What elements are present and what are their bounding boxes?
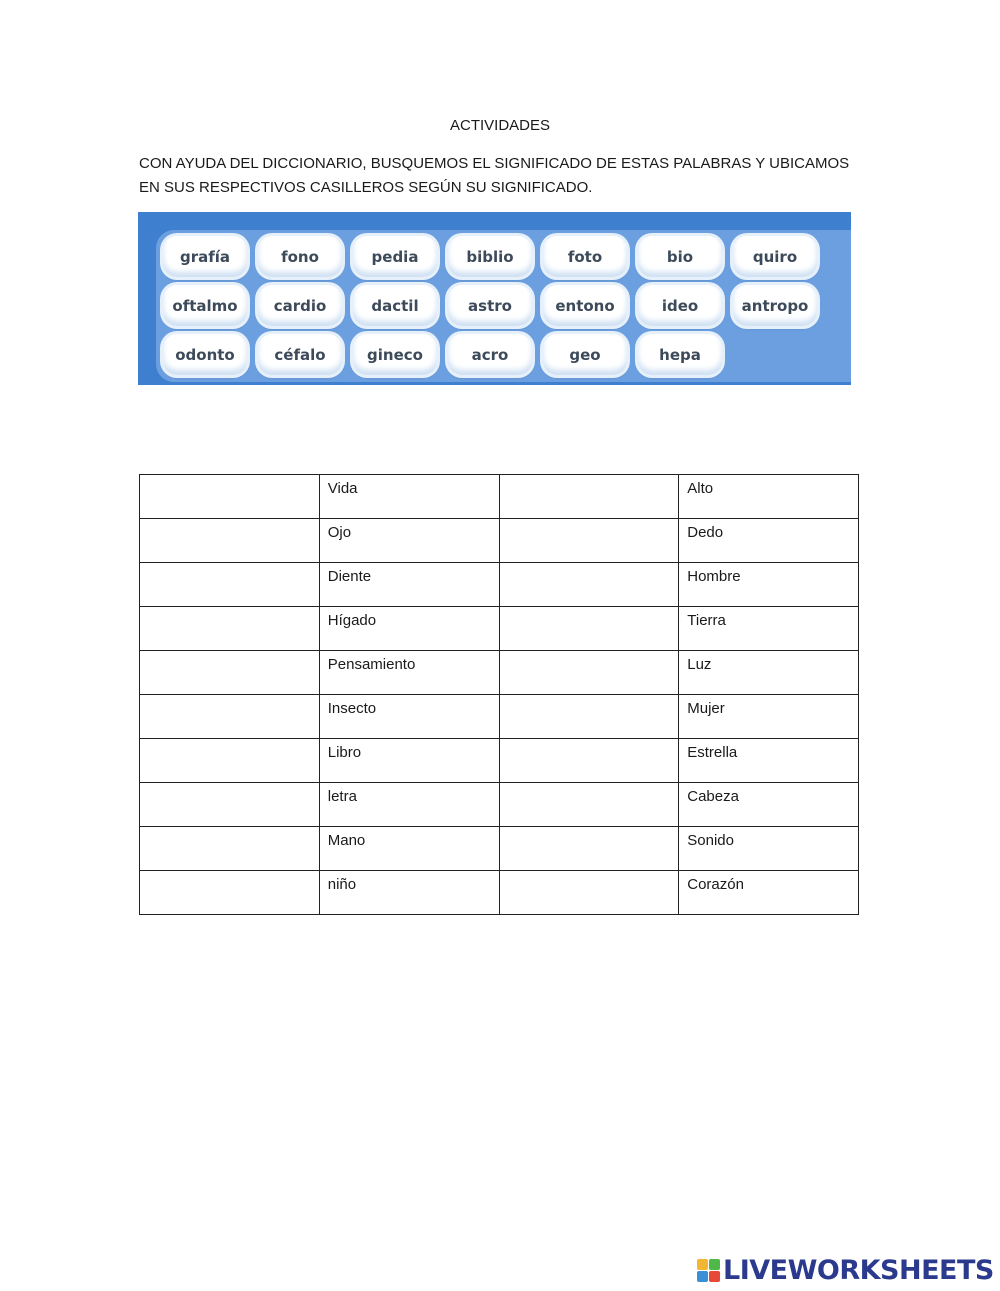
answer-cell-right[interactable] [499,827,679,871]
word-tile[interactable]: bio [638,236,722,277]
logo-text: LIVEWORKSHEETS [723,1254,994,1286]
answer-cell-left[interactable] [140,651,320,695]
answer-cell-left[interactable] [140,695,320,739]
answer-cell-right[interactable] [499,651,679,695]
answer-cell-right[interactable] [499,475,679,519]
answer-cell-right[interactable] [499,695,679,739]
word-tile[interactable]: hepa [638,334,722,375]
meaning-cell-left: Mano [319,827,499,871]
word-tile[interactable]: fono [258,236,342,277]
word-bank-grid [163,236,817,375]
answer-cell-right[interactable] [499,871,679,915]
word-tile[interactable]: céfalo [258,334,342,375]
meaning-cell-left: Insecto [319,695,499,739]
meaning-cell-right: Dedo [679,519,859,563]
word-tile[interactable]: biblio [448,236,532,277]
word-tile[interactable]: entono [543,285,627,326]
meaning-cell-right: Mujer [679,695,859,739]
table-row [140,827,859,871]
table-row [140,651,859,695]
word-tile[interactable]: pedia [353,236,437,277]
word-tile[interactable]: grafía [163,236,247,277]
meaning-cell-left: Vida [319,475,499,519]
table-row [140,783,859,827]
meaning-cell-left: Hígado [319,607,499,651]
meaning-cell-left: letra [319,783,499,827]
meaning-cell-right: Tierra [679,607,859,651]
word-tile[interactable]: odonto [163,334,247,375]
meaning-cell-left: Diente [319,563,499,607]
logo-square [697,1259,708,1270]
answer-cell-right[interactable] [499,519,679,563]
answer-cell-right[interactable] [499,739,679,783]
logo-mark-icon [697,1259,720,1282]
meaning-cell-right: Alto [679,475,859,519]
answer-cell-left[interactable] [140,607,320,651]
word-tile[interactable]: astro [448,285,532,326]
meaning-cell-right: Cabeza [679,783,859,827]
meaning-cell-right: Estrella [679,739,859,783]
instructions-text: CON AYUDA DEL DICCIONARIO, BUSQUEMOS EL SIGNIFICADO DE ESTAS PALABRAS Y UBICAMOS EN SUS RESPECTIVOS CASILLEROS SEGÚN SU SIGNIFICADO. [139,155,850,196]
table-row [140,607,859,651]
word-tile[interactable]: dactil [353,285,437,326]
word-tile[interactable]: cardio [258,285,342,326]
answer-table [139,474,859,915]
table-row [140,519,859,563]
liveworksheets-logo [697,1253,994,1287]
word-tile[interactable]: gineco [353,334,437,375]
answer-cell-left[interactable] [140,475,320,519]
word-tile[interactable]: quiro [733,236,817,277]
logo-square [697,1271,708,1282]
answer-cell-right[interactable] [499,783,679,827]
meaning-cell-left: Libro [319,739,499,783]
word-tile[interactable]: ideo [638,285,722,326]
answer-cell-left[interactable] [140,563,320,607]
answer-cell-right[interactable] [499,607,679,651]
page-title: ACTIVIDADES [449,117,551,134]
answer-cell-left[interactable] [140,739,320,783]
word-tile[interactable]: acro [448,334,532,375]
meaning-cell-right: Corazón [679,871,859,915]
table-row [140,871,859,915]
meaning-cell-right: Sonido [679,827,859,871]
table-row [140,695,859,739]
word-tile[interactable]: geo [543,334,627,375]
meaning-cell-right: Luz [679,651,859,695]
logo-square [709,1259,720,1270]
table-row [140,563,859,607]
table-row [140,739,859,783]
meaning-cell-left: Pensamiento [319,651,499,695]
answer-cell-left[interactable] [140,871,320,915]
answer-cell-left[interactable] [140,783,320,827]
answer-cell-right[interactable] [499,563,679,607]
word-tile[interactable]: oftalmo [163,285,247,326]
table-row [140,475,859,519]
word-tile[interactable]: antropo [733,285,817,326]
word-tile[interactable]: foto [543,236,627,277]
word-bank-panel [138,212,851,385]
answer-cell-left[interactable] [140,519,320,563]
meaning-cell-left: Ojo [319,519,499,563]
answer-cell-left[interactable] [140,827,320,871]
meaning-cell-right: Hombre [679,563,859,607]
logo-square [709,1271,720,1282]
meaning-cell-left: niño [319,871,499,915]
